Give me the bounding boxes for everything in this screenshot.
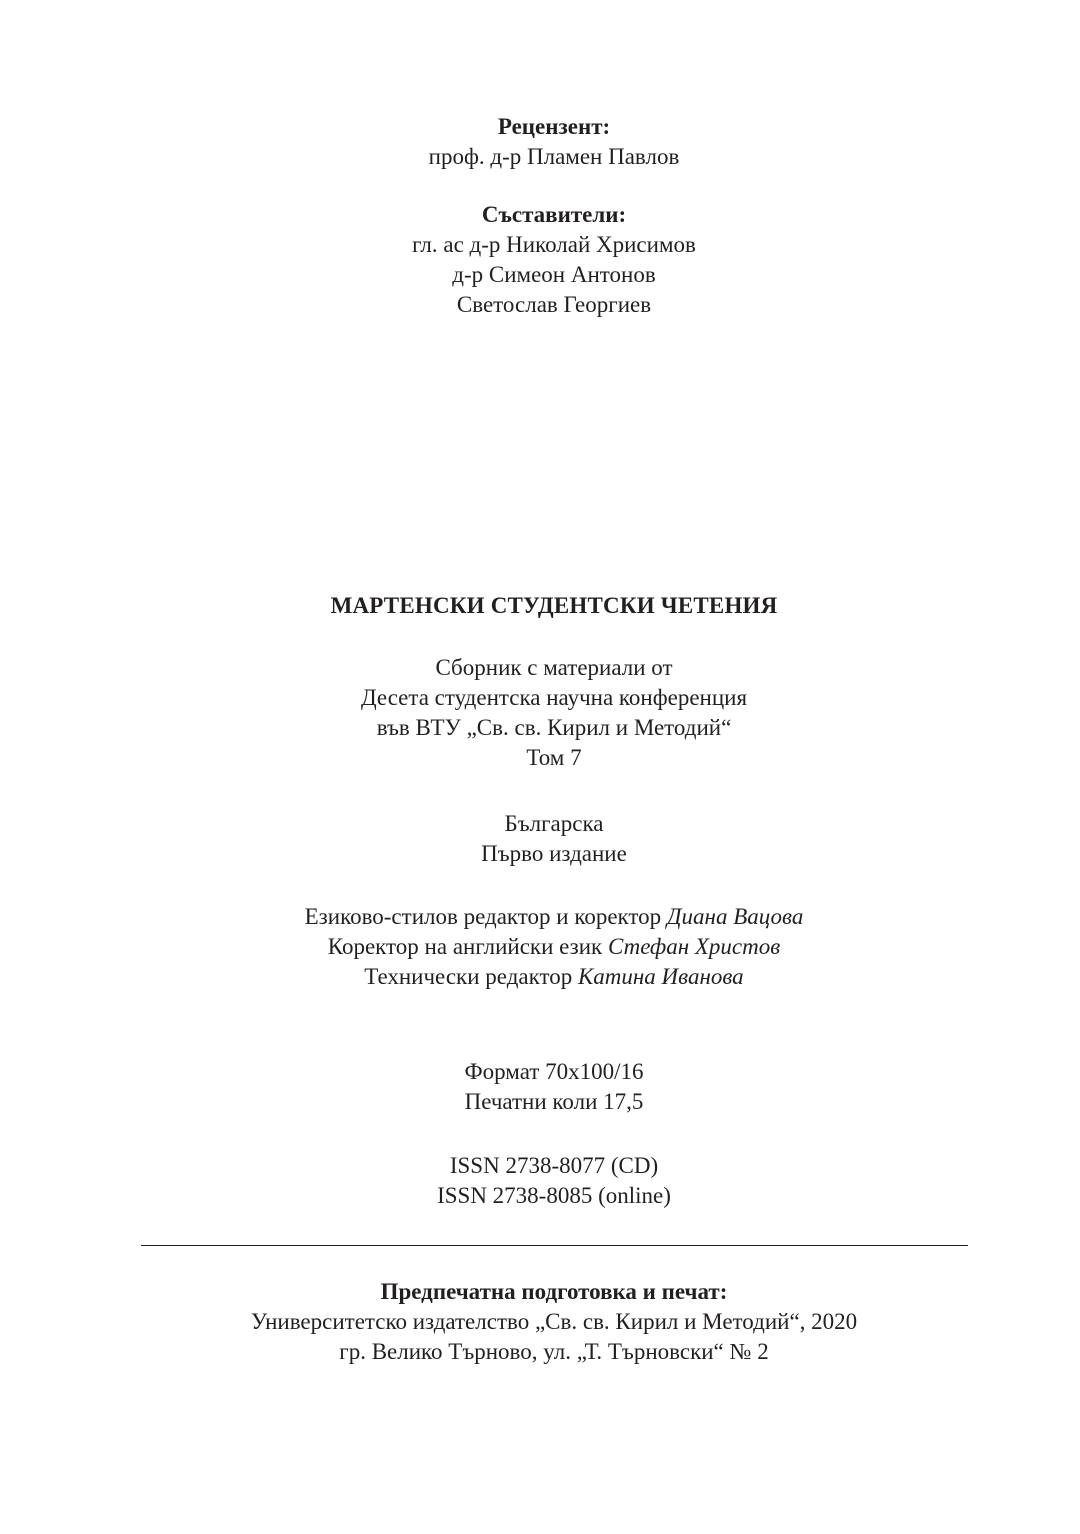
issn-online: ISSN 2738-8085 (online) — [437, 1183, 671, 1208]
editor-name: Стефан Христов — [607, 934, 781, 959]
publisher-line: Университетско издателство „Св. св. Кирил и Методий“, 2020 — [250, 1309, 858, 1334]
editor-role: Технически редактор — [364, 964, 573, 989]
issn-cd: ISSN 2738-8077 (CD) — [449, 1153, 659, 1178]
editor-line — [0, 902, 1080, 932]
collection-line: Сборник с материали от — [435, 655, 673, 680]
issn-section — [0, 1151, 1080, 1211]
compiler-name: д-р Симеон Антонов — [452, 262, 656, 287]
address-line: гр. Велико Търново, ул. „Т. Търновски“ № 2 — [339, 1339, 769, 1364]
edition-section — [0, 809, 1080, 869]
book-title: МАРТЕНСКИ СТУДЕНТСКИ ЧЕТЕНИЯ — [330, 593, 778, 618]
title-section — [0, 591, 1080, 621]
reviewer-heading: Рецензент: — [497, 114, 611, 139]
compilers-section — [0, 200, 1080, 320]
editors-section — [0, 902, 1080, 992]
collection-line: Десета студентска научна конференция — [360, 685, 748, 710]
editor-line — [0, 932, 1080, 962]
compiler-name: Светослав Георгиев — [456, 292, 652, 317]
volume-label: Том 7 — [526, 745, 582, 770]
language-label: Българска — [504, 811, 604, 836]
divider-line — [141, 1245, 968, 1246]
editor-name: Диана Вацова — [666, 904, 804, 929]
printing-section — [0, 1277, 1080, 1367]
printed-sheets-label: Печатни коли 17,5 — [464, 1089, 644, 1114]
editor-line — [0, 962, 1080, 992]
editor-name: Катина Иванова — [577, 964, 744, 989]
editor-role: Езиково-стилов редактор и коректор — [304, 904, 662, 929]
reviewer-name: проф. д-р Пламен Павлов — [428, 144, 680, 169]
format-label: Формат 70x100/16 — [464, 1059, 644, 1084]
edition-label: Първо издание — [481, 841, 627, 866]
compiler-name: гл. ас д-р Николай Хрисимов — [412, 232, 696, 257]
format-section — [0, 1057, 1080, 1117]
editor-role: Коректор на английски език — [327, 934, 603, 959]
reviewer-section — [0, 112, 1080, 172]
printing-heading: Предпечатна подготовка и печат: — [380, 1279, 728, 1304]
collection-description — [0, 653, 1080, 773]
collection-line: във ВТУ „Св. св. Кирил и Методий“ — [376, 715, 732, 740]
compilers-heading: Съставители: — [481, 202, 627, 227]
